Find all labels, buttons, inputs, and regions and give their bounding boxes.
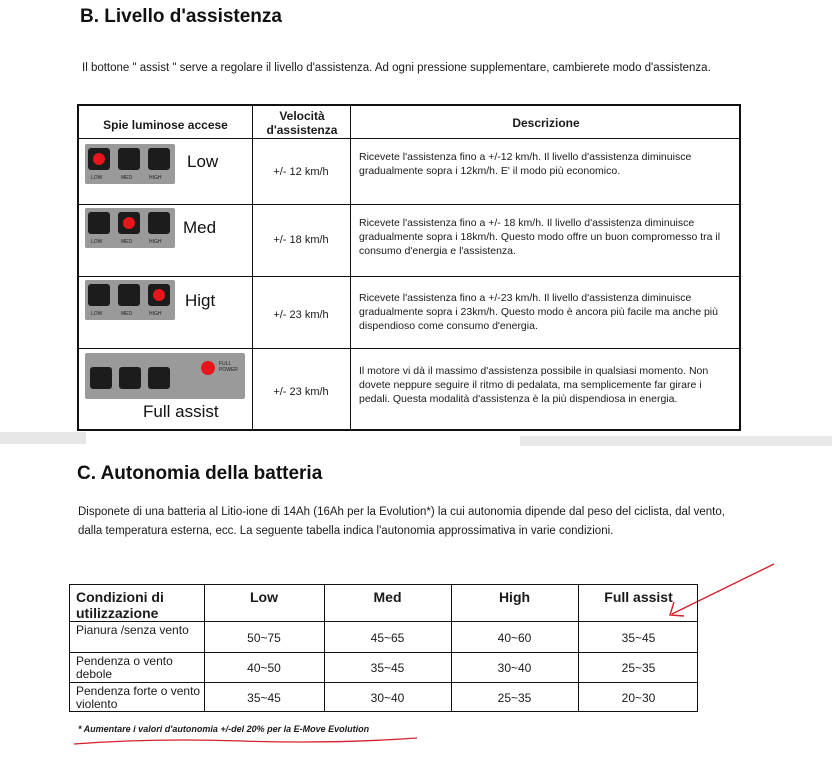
- cell-r2-low: 40~50: [247, 661, 281, 675]
- led-button-high: [148, 148, 170, 170]
- led-button-low: [88, 148, 110, 170]
- section-c-title: C. Autonomia della batteria: [77, 463, 323, 484]
- led-caption-med: MED: [121, 239, 133, 245]
- led-button-low: [90, 367, 112, 389]
- level-label-med: Med: [183, 218, 217, 237]
- condition-row-1: Pianura /senza vento: [76, 623, 189, 637]
- led-panel-med: [85, 208, 175, 248]
- condition-row-2: Pendenza o vento debole: [76, 654, 173, 681]
- led-button-low: [88, 212, 110, 234]
- cell-r3-full: 20~30: [621, 691, 656, 705]
- led-caption-high: HIGH: [149, 311, 162, 317]
- section-c-intro: Disponete di una batteria al Litio-ione di 14Ah (16Ah per la Evolution*) la cui autonomia dipende dal peso del ciclista, dal vento, dalla temperatura esterna, ecc. La seguente tabella indica l'autonomia approssimativa in varie condizioni.: [78, 506, 725, 537]
- header-lights: Spie luminose accese: [103, 118, 228, 132]
- level-label-low: Low: [187, 152, 219, 171]
- speed-high: +/- 23 km/h: [273, 309, 329, 321]
- cell-r2-med: 35~45: [370, 661, 405, 675]
- header-low: Low: [250, 589, 278, 605]
- led-button-low: [88, 284, 110, 306]
- description-low: Ricevete l'assistenza fino a +/-12 km/h. Il livello d'assistenza diminuisce gradualmente sopra i 12km/h. E' il modo più economico.: [359, 151, 692, 177]
- led-caption-med: MED: [121, 311, 133, 317]
- cell-r1-high: 40~60: [497, 631, 532, 645]
- level-label-full: Full assist: [143, 402, 219, 421]
- led-caption-high: HIGH: [149, 175, 162, 181]
- header-speed: Velocità d'assistenza: [266, 109, 338, 137]
- section-b-intro: Il bottone " assist " serve a regolare il livello d'assistenza. Ad ogni pressione supplementare, cambierete modo d'assistenza.: [82, 62, 711, 74]
- description-med: Ricevete l'assistenza fino a +/- 18 km/h. Il livello d'assistenza diminuisce gradualmente sopra i 18km/h. Questo modo offre un buon compromesso tra il consumo d'energia e l'assistenza.: [359, 217, 721, 257]
- level-label-high: Higt: [185, 291, 245, 329]
- cell-r1-full: 35~45: [621, 631, 656, 645]
- header-full-assist: Full assist: [604, 589, 673, 605]
- cell-r1-med: 45~65: [370, 631, 405, 645]
- description-high: Ricevete l'assistenza fino a +/-23 km/h. Il livello d'assistenza diminuisce gradualmente sopra i 23km/h. Questo modo è ancora più facile ma anche più dispendioso come consumo d'energia.: [359, 292, 718, 332]
- scan-artifact: [520, 436, 832, 446]
- led-button-med: [119, 367, 141, 389]
- header-med: Med: [373, 589, 402, 605]
- assist-level-table: [77, 104, 741, 431]
- led-button-med: [118, 284, 140, 306]
- battery-autonomy-table: [69, 584, 698, 712]
- cell-r2-full: 25~35: [621, 661, 656, 675]
- cell-r2-high: 30~40: [497, 661, 532, 675]
- led-button-high: [148, 367, 170, 389]
- annotation-underline-icon: [72, 734, 422, 750]
- led-on-icon: [153, 289, 165, 301]
- led-button-med: [118, 212, 140, 234]
- speed-low: +/- 12 km/h: [273, 166, 329, 178]
- led-caption-low: LOW: [91, 311, 103, 317]
- speed-med: +/- 18 km/h: [273, 234, 329, 246]
- cell-r3-med: 30~40: [370, 691, 405, 705]
- led-caption-med: MED: [121, 175, 133, 181]
- led-caption-low: LOW: [91, 239, 103, 245]
- header-description: Descrizione: [512, 116, 580, 130]
- led-button-high: [148, 212, 170, 234]
- footnote: * Aumentare i valori d'autonomia +/-del 20% per la E-Move Evolution: [78, 724, 370, 734]
- led-caption-low: LOW: [91, 175, 103, 181]
- description-full: Il motore vi dà il massimo d'assistenza possibile in qualsiasi momento. Non dovete neppure seguire il ritmo di pedalata, ma semplicemente far girare i pedali. Questa modalità d'assistenza è la più dispendiosa in energia.: [359, 365, 709, 405]
- led-button-med: [118, 148, 140, 170]
- speed-full: +/- 23 km/h: [273, 386, 329, 398]
- led-on-icon: [123, 217, 135, 229]
- cell-r1-low: 50~75: [247, 631, 281, 645]
- led-button-high: [148, 284, 170, 306]
- led-caption-high: HIGH: [149, 239, 162, 245]
- led-panel-high: [85, 280, 175, 320]
- cell-r3-low: 35~45: [247, 691, 281, 705]
- led-panel-full: [85, 353, 245, 399]
- cell-r3-high: 25~35: [497, 691, 532, 705]
- header-condition: Condizioni di utilizzazione: [76, 589, 164, 621]
- led-on-icon: [93, 153, 105, 165]
- section-b-title: B. Livello d'assistenza: [80, 6, 282, 27]
- led-full-power-icon: [201, 361, 215, 375]
- led-panel-low: [85, 144, 175, 184]
- condition-row-3: Pendenza forte o vento violento: [76, 684, 201, 711]
- led-caption-full-power: FULL POWER: [219, 361, 238, 373]
- header-high: High: [498, 589, 531, 605]
- scan-artifact: [0, 432, 86, 444]
